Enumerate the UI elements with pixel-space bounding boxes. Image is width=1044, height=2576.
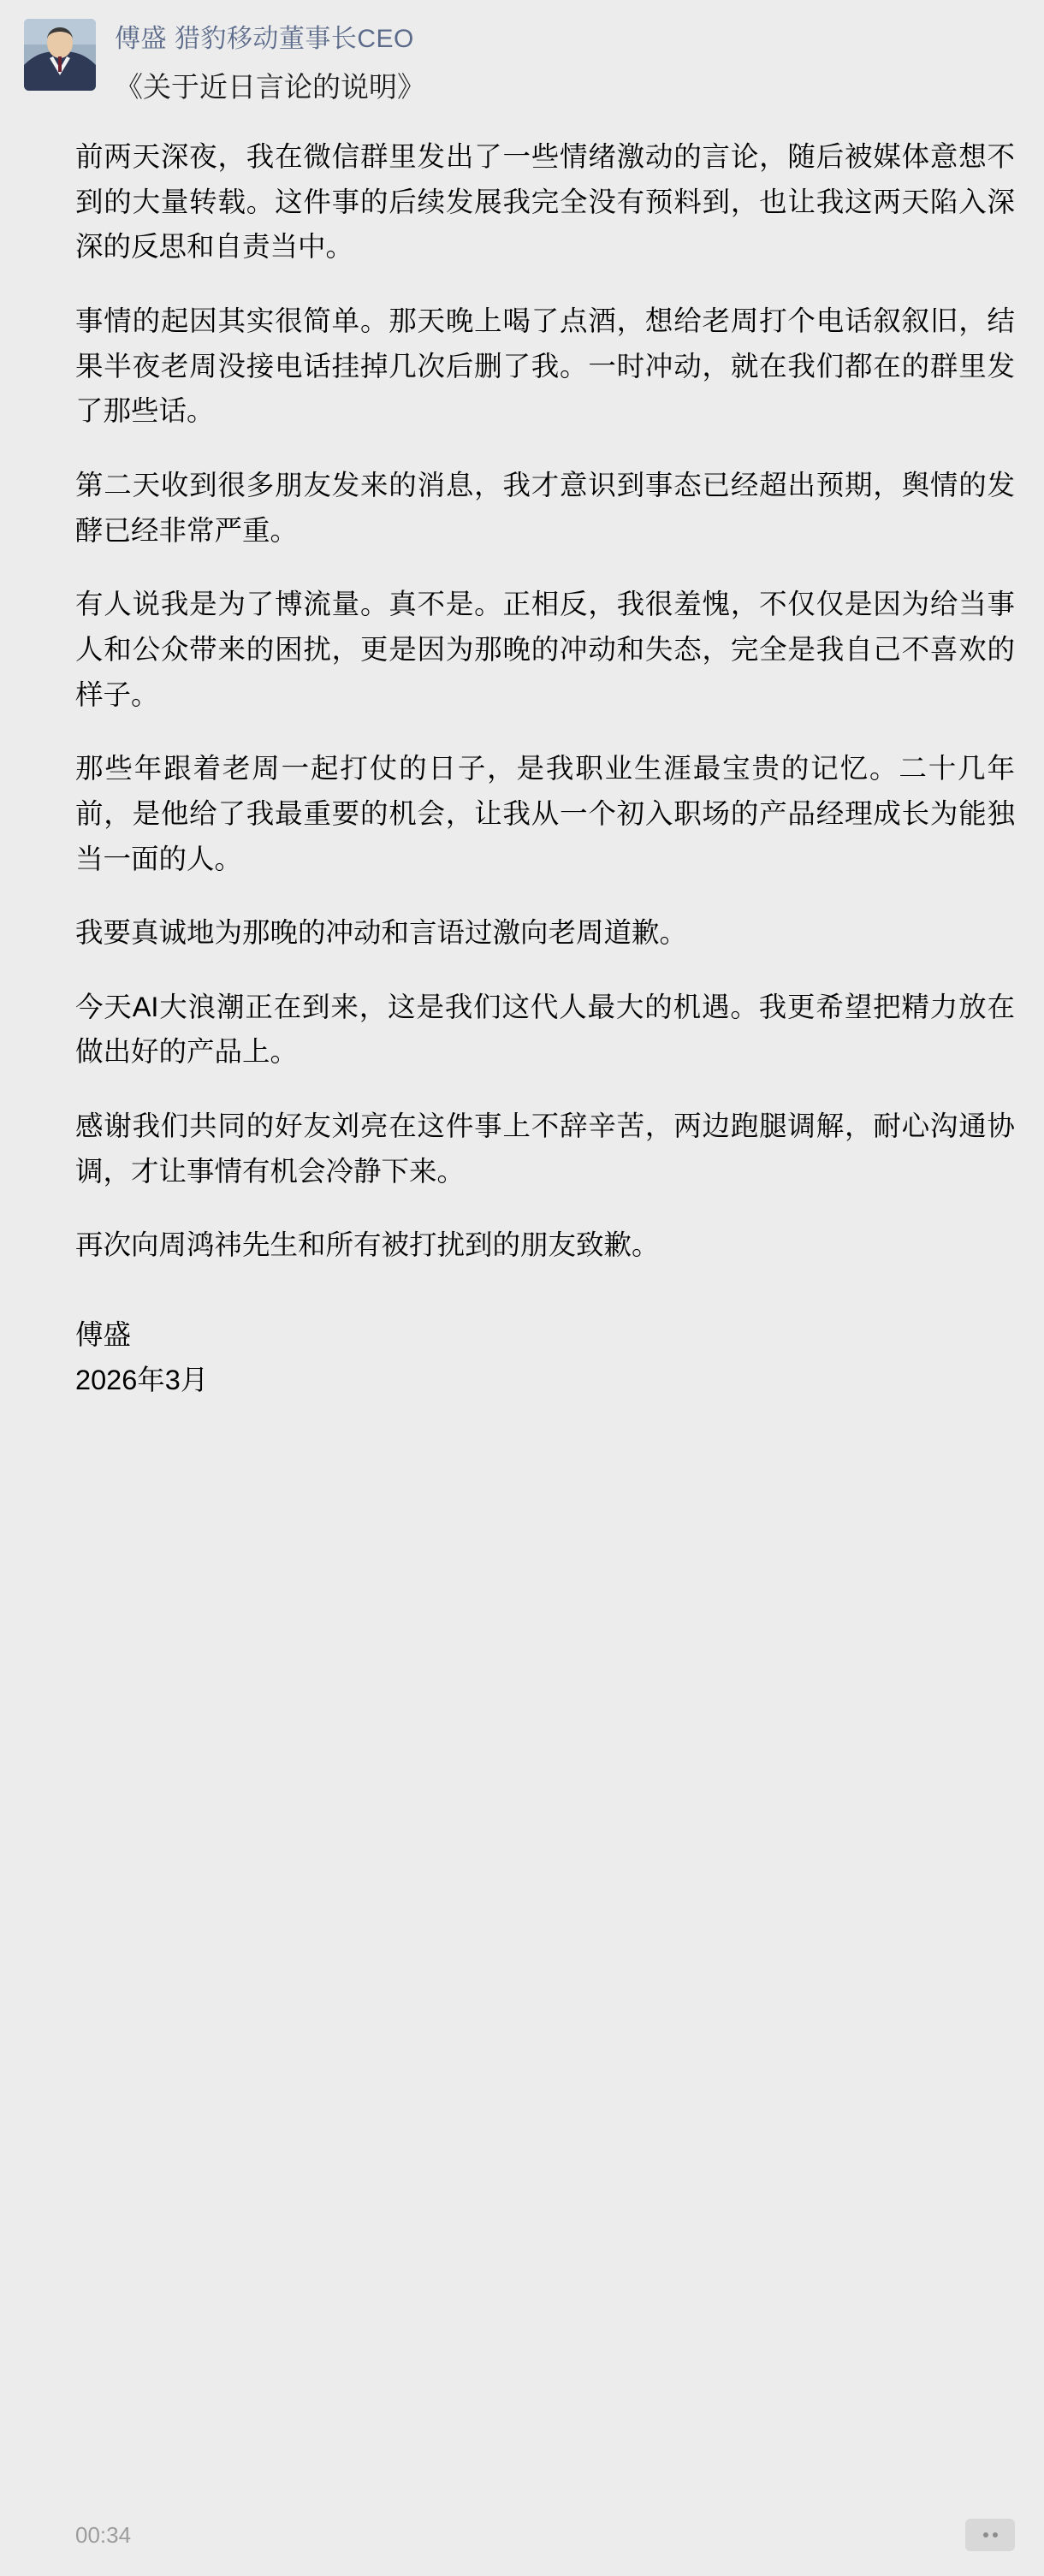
dot-icon bbox=[993, 2532, 998, 2538]
signature-date: 2026年3月 bbox=[75, 1364, 209, 1395]
page-title: 《关于近日言论的说明》 bbox=[115, 71, 425, 103]
post-paragraph: 再次向周鸿祎先生和所有被打扰到的朋友致歉。 bbox=[75, 1229, 660, 1261]
avatar-image bbox=[24, 19, 96, 91]
post-paragraph: 那些年跟着老周一起打仗的日子，是我职业生涯最宝贵的记忆。二十几年前，是他给了我最重要的机会，让我从一个初入职场的产品经理成长为能独当一面的人。 bbox=[75, 753, 1015, 874]
post-paragraph: 事情的起因其实很简单。那天晚上喝了点酒，想给老周打个电话叙叙旧，结果半夜老周没接电话挂掉几次后删了我。一时冲动，就在我们都在的群里发了那些话。 bbox=[75, 305, 1015, 427]
post-header bbox=[0, 19, 1044, 107]
signature-name: 傅盛 bbox=[75, 1319, 132, 1350]
post-paragraph: 前两天深夜，我在微信群里发出了一些情绪激动的言论，随后被媒体意想不到的大量转载。这件事的后续发展我完全没有预料到，也让我这两天陷入深深的反思和自责当中。 bbox=[75, 141, 1015, 263]
author-name[interactable]: 傅盛 猎豹移动董事长CEO bbox=[115, 25, 414, 53]
avatar[interactable] bbox=[24, 19, 96, 91]
timestamp: 00:34 bbox=[75, 2521, 132, 2548]
post-paragraph: 我要真诚地为那晚的冲动和言语过激向老周道歉。 bbox=[75, 917, 688, 949]
more-actions-button[interactable] bbox=[965, 2519, 1015, 2551]
dot-icon bbox=[983, 2532, 988, 2538]
header-text bbox=[115, 19, 425, 107]
post-paragraph: 今天AI大浪潮正在到来，这是我们这代人最大的机遇。我更希望把精力放在做出好的产品上。 bbox=[75, 991, 1015, 1068]
post-paragraph: 第二天收到很多朋友发来的消息，我才意识到事态已经超出预期，舆情的发酵已经非常严重。 bbox=[75, 470, 1015, 546]
post-paragraph: 有人说我是为了博流量。真不是。正相反，我很羞愧，不仅仅是因为给当事人和公众带来的困扰，更是因为那晚的冲动和失态，完全是我自己不喜欢的样子。 bbox=[75, 589, 1015, 710]
signature-block bbox=[75, 1312, 1015, 1402]
post-footer bbox=[0, 2494, 1044, 2576]
post-body bbox=[0, 107, 1044, 1402]
post-paragraph: 感谢我们共同的好友刘亮在这件事上不辞辛苦，两边跑腿调解，耐心沟通协调，才让事情有机会冷静下来。 bbox=[75, 1110, 1015, 1187]
